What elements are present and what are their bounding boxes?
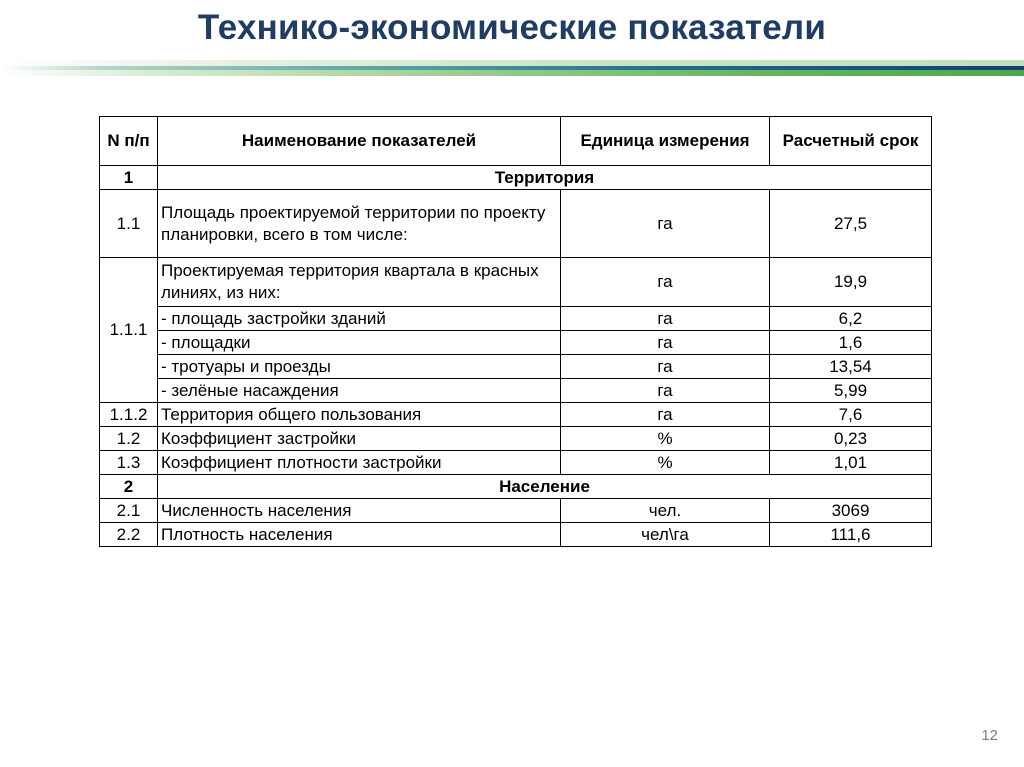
row-name: Коэффициент застройки	[158, 427, 561, 451]
row-value: 1,01	[770, 451, 932, 475]
table-row	[100, 451, 932, 475]
row-name: - площадь застройки зданий	[158, 307, 561, 331]
table-row	[100, 379, 932, 403]
indicators-table	[99, 116, 932, 547]
row-num: 1.1	[100, 190, 158, 258]
row-value: 111,6	[770, 523, 932, 547]
table-header-row	[100, 117, 932, 166]
row-value: 6,2	[770, 307, 932, 331]
title-underline-green	[0, 70, 1024, 76]
row-value: 5,99	[770, 379, 932, 403]
row-value: 7,6	[770, 403, 932, 427]
table-row	[100, 499, 932, 523]
row-value: 0,23	[770, 427, 932, 451]
table-row	[100, 190, 932, 258]
row-name: Коэффициент плотности застройки	[158, 451, 561, 475]
section-num: 2	[100, 475, 158, 499]
row-unit: %	[561, 427, 770, 451]
section-row	[100, 475, 932, 499]
row-unit: чел\га	[561, 523, 770, 547]
row-unit: чел.	[561, 499, 770, 523]
row-num: 2.2	[100, 523, 158, 547]
slide-title: Технико-экономические показатели	[197, 8, 827, 47]
row-unit: га	[561, 331, 770, 355]
page-number: 12	[981, 727, 998, 744]
row-name: Плотность населения	[158, 523, 561, 547]
table-row	[100, 523, 932, 547]
row-unit: га	[561, 258, 770, 307]
row-num: 1.1.1	[100, 258, 158, 403]
table-row	[100, 427, 932, 451]
row-unit: га	[561, 379, 770, 403]
table-row	[100, 355, 932, 379]
row-value: 13,54	[770, 355, 932, 379]
row-value: 19,9	[770, 258, 932, 307]
row-name: Численность населения	[158, 499, 561, 523]
section-row	[100, 166, 932, 190]
row-value: 3069	[770, 499, 932, 523]
header-name: Наименование показателей	[158, 117, 561, 166]
row-name: Площадь проектируемой территории по проекту планировки, всего в том числе:	[158, 190, 561, 258]
row-num: 2.1	[100, 499, 158, 523]
table-row	[100, 258, 932, 307]
table-row	[100, 403, 932, 427]
row-value: 27,5	[770, 190, 932, 258]
row-value: 1,6	[770, 331, 932, 355]
row-unit: га	[561, 355, 770, 379]
header-value: Расчетный срок	[770, 117, 932, 166]
table-row	[100, 331, 932, 355]
row-num: 1.3	[100, 451, 158, 475]
row-unit: га	[561, 403, 770, 427]
row-unit: %	[561, 451, 770, 475]
section-num: 1	[100, 166, 158, 190]
row-name: Территория общего пользования	[158, 403, 561, 427]
row-unit: га	[561, 190, 770, 258]
header-unit: Единица измерения	[561, 117, 770, 166]
row-name: - зелёные насаждения	[158, 379, 561, 403]
table-row	[100, 307, 932, 331]
section-title: Население	[158, 475, 932, 499]
section-title: Территория	[158, 166, 932, 190]
row-unit: га	[561, 307, 770, 331]
row-name: - площадки	[158, 331, 561, 355]
row-num: 1.2	[100, 427, 158, 451]
header-num: N п/п	[100, 117, 158, 166]
row-name: - тротуары и проезды	[158, 355, 561, 379]
row-num: 1.1.2	[100, 403, 158, 427]
row-name: Проектируемая территория квартала в красных линиях, из них:	[158, 258, 561, 307]
